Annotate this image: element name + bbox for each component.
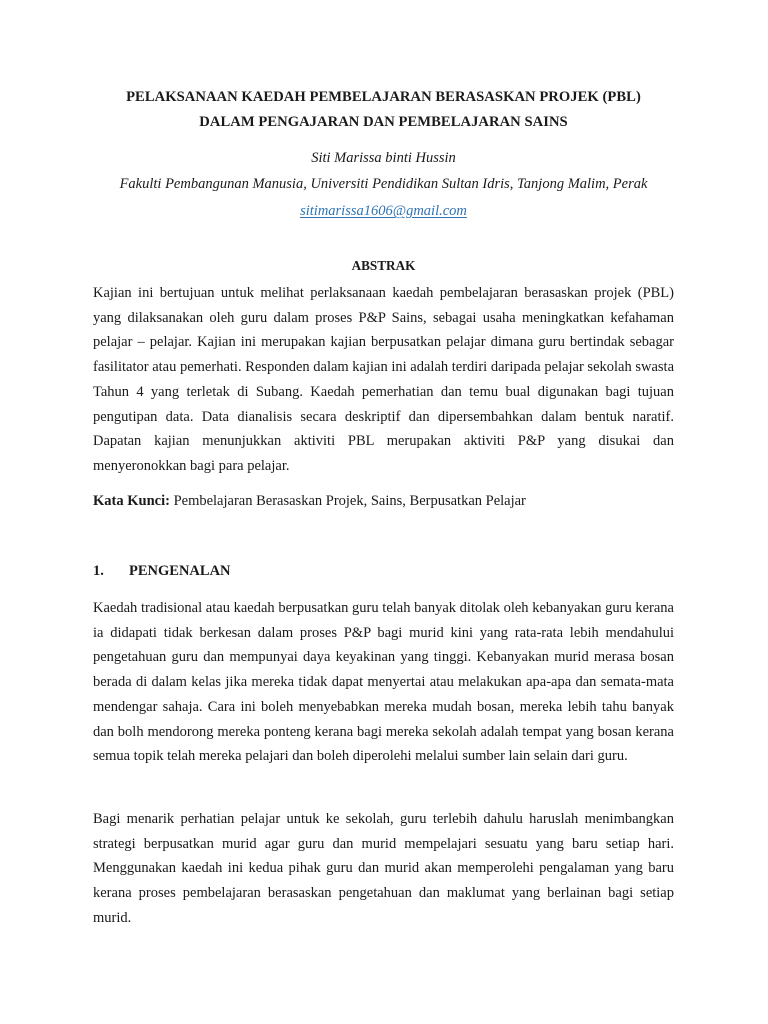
- paper-title-line-1: PELAKSANAAN KAEDAH PEMBELAJARAN BERASASKAN PROJEK (PBL): [126, 89, 641, 105]
- keywords-label: Kata Kunci:: [93, 493, 170, 509]
- section-number: 1.: [93, 563, 104, 579]
- intro-paragraph-1: Kaedah tradisional atau kaedah berpusatkan guru telah banyak ditolak oleh kebanyakan guru kerana ia didapati tidak berkesan dalam proses P&P bagi murid kini yang rata-rata lebih mendahului pengetahuan guru dan mempunyai daya keyakinan yang tinggi. Kebanyakan murid merasa bosan berada di dalam kelas jika mereka tidak dapat menyertai atau melakukan apa-apa dan semata-mata mendengar sahaja. Cara ini boleh menyebabkan mereka mudah bosan, mereka lebih tahu banyak dan bolh mendorong mereka ponteng kerana bagi mereka sekolah adalah tempat yang bosan kerana semua topik telah mereka pelajari dan boleh diperolehi melalui sumber lain selain dari guru.: [93, 600, 674, 765]
- paper-title-line-2: DALAM PENGAJARAN DAN PEMBELAJARAN SAINS: [199, 114, 568, 130]
- abstract-text: Kajian ini bertujuan untuk melihat perlaksanaan kaedah pembelajaran berasaskan projek (PBL) yang dilaksanakan oleh guru dalam proses P&P Sains, sebagai usaha meningkatkan kefahaman pelajar – pelajar. Kajian ini merupakan kajian berpusatkan pelajar dimana guru bertindak sebagar fasilitator atau pemerhati. Responden dalam kajian ini adalah terdiri daripada pelajar sekolah swasta Tahun 4 yang terletak di Subang. Kaedah pemerhatian dan temu bual digunakan bagi tujuan pengutipan data. Data dianalisis secara deskriptif dan dipersembahkan dalam bentuk naratif. Dapatan kajian menunjukkan aktiviti PBL merupakan aktiviti P&P yang disukai dan menyeronokkan bagi para pelajar.: [93, 285, 674, 474]
- keywords-line: [93, 493, 526, 510]
- abstract-heading: ABSTRAK: [351, 258, 416, 273]
- author-email-link[interactable]: sitimarissa1606@gmail.com: [300, 203, 467, 219]
- section-title: PENGENALAN: [129, 563, 231, 579]
- author-name: Siti Marissa binti Hussin: [311, 150, 456, 166]
- intro-paragraph-2: Bagi menarik perhatian pelajar untuk ke sekolah, guru terlebih dahulu haruslah menimbangkan strategi berpusatkan murid agar guru dan murid mempelajari sesuatu yang baru setiap hari. Menggunakan kaedah ini kedua pihak guru dan murid akan memperolehi pengalaman yang baru kerana proses pembelajaran berasaskan pengetahuan dan maklumat yang berlainan bagi setiap murid.: [93, 811, 674, 926]
- author-affiliation: Fakulti Pembangunan Manusia, Universiti Pendidikan Sultan Idris, Tanjong Malim, Perak: [119, 176, 648, 192]
- section-heading-pengenalan: [93, 563, 231, 580]
- keywords-text: Pembelajaran Berasaskan Projek, Sains, Berpusatkan Pelajar: [173, 493, 526, 509]
